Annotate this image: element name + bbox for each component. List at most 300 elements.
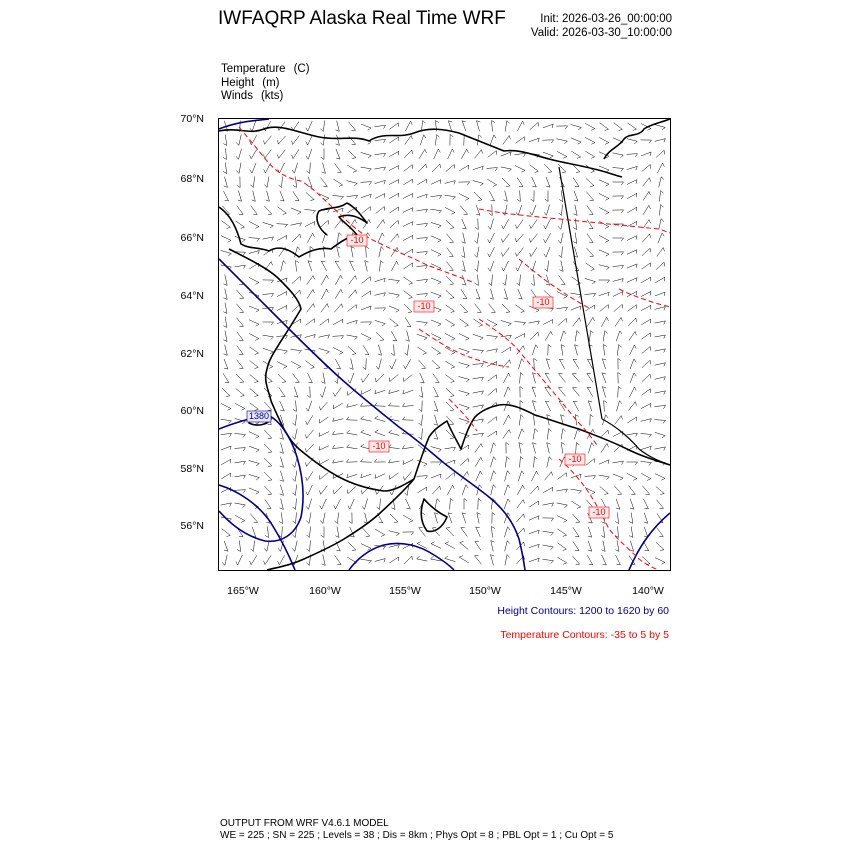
wind-barb [489,275,493,286]
wind-barb [389,531,400,536]
wind-barb [404,150,412,158]
wind-barb [321,261,326,271]
wind-barb [404,165,413,172]
wind-barb [320,417,329,423]
wind-barb [502,178,510,186]
wind-barb [459,363,470,369]
wind-barb [585,123,595,130]
wind-barb [403,532,414,535]
wind-barb [642,263,651,269]
wind-barb [641,403,651,408]
wind-barb [557,516,567,523]
wind-barb [473,181,484,186]
wind-barb [475,150,483,159]
wind-barb [403,445,414,449]
wind-barb [291,223,302,227]
wind-barb [461,289,467,298]
wind-barb [533,429,538,440]
wind-barb [559,374,566,383]
wind-barb [617,401,623,412]
wind-barb [557,529,566,537]
wind-barb [307,276,315,285]
wind-barb [306,513,311,524]
wind-barb [517,177,523,186]
wind-barb [573,318,581,327]
wind-barb [630,541,634,552]
wind-barb [445,556,456,562]
wind-barb [558,543,567,551]
wind-barb [473,405,484,409]
height-contour-6 [349,543,454,570]
wind-barb [277,349,288,354]
wind-barb [296,261,299,272]
wind-barb [277,224,288,228]
wind-barb [280,457,284,468]
wind-barb [545,472,553,481]
lon-label-155: 155°W [389,585,421,597]
wind-barb [406,331,410,342]
wind-barb [333,445,344,449]
wind-barb [629,332,637,341]
wind-barb [236,149,242,160]
wind-barb [657,528,664,537]
height-contour-4 [219,415,303,541]
wind-barb [501,320,512,326]
wind-barb [431,250,441,257]
wind-barb [491,527,495,538]
wind-barb [557,139,568,144]
wind-barb [658,233,664,243]
wind-barb [557,489,568,493]
wind-barb [585,305,594,311]
wind-barb [349,276,357,285]
wind-barb [642,360,651,367]
wind-barb [613,461,624,465]
wind-barb [656,542,664,550]
wind-barb [334,486,343,494]
map-panel [218,118,671,571]
wind-barb [417,487,426,493]
model-footer [220,818,613,842]
wind-barb [389,557,398,563]
wind-barb [445,460,455,464]
wind-barb [644,527,648,537]
wind-barb [657,500,664,509]
wind-barb [613,182,624,185]
wind-barb [277,235,287,240]
wind-barb [292,485,296,496]
wind-barb [641,319,650,325]
wind-barb [590,415,594,426]
wind-barb [506,443,509,454]
wind-barb [447,262,454,271]
wind-barb [265,527,269,538]
wind-barb [532,387,536,397]
wind-barb [642,248,651,255]
wind-barb [347,459,358,462]
wind-barb [642,389,651,396]
wind-barb [249,432,259,439]
wind-barb [335,275,342,285]
wind-barb [321,527,324,538]
wind-barb [366,247,369,258]
wind-barb [460,542,469,550]
wind-barb [293,374,300,383]
wind-barb [308,261,312,271]
wind-barb [587,387,593,396]
wind-barb [642,333,651,339]
wind-barb [281,261,286,272]
wind-barb [237,332,244,341]
wind-barb [280,471,284,482]
wind-barb [599,180,609,186]
wind-barb [492,513,495,524]
wind-barb [264,541,269,552]
wind-barb [389,390,400,394]
wind-barb [431,320,441,326]
wind-barb [306,485,313,495]
footer-line-1: OUTPUT FROM WRF V4.6.1 MODEL [220,818,389,829]
wind-barb [459,348,469,354]
wind-barb [347,417,358,421]
lat-label-60: 60°N [180,405,204,417]
wind-barb [417,224,428,227]
wind-barb [515,322,526,326]
wind-barb [417,279,428,283]
wind-barb [571,293,582,298]
wind-barb [236,221,245,229]
wind-barb [375,278,385,282]
wind-barb [320,473,329,480]
wind-barb [307,541,311,552]
wind-barb [462,485,468,495]
wind-barb [561,345,565,356]
wind-barb [417,556,428,561]
wind-barb [587,317,594,326]
wind-barb [334,499,341,509]
wind-barb [249,221,259,228]
wind-barb [627,264,637,268]
wind-barb [390,359,396,369]
wind-barb [264,430,271,439]
wind-barb [405,136,413,145]
wind-barb [292,163,298,173]
height-contour-3 [444,463,525,570]
wind-barb [375,308,386,311]
lat-label-64: 64°N [180,290,204,302]
wind-barb [533,443,537,454]
wind-barb [250,121,256,131]
wind-barb [502,275,506,286]
wind-barb [532,401,536,412]
wind-barb [445,195,456,200]
wind-barb [518,429,524,439]
wind-barb [417,321,428,325]
wind-barb [266,191,270,202]
wind-barb [335,527,339,538]
wind-barb [236,163,241,174]
wind-barb [462,219,466,229]
wind-barb [489,191,494,201]
wind-barb [531,275,534,286]
wind-barb [490,457,496,468]
wind-barb [446,220,454,228]
wind-barb [488,417,497,424]
wind-barb [460,206,467,215]
wind-barb [627,166,638,170]
wind-barb [319,348,330,354]
wind-barb [576,443,580,454]
wind-barb [250,149,257,159]
wind-barb [279,513,283,524]
wind-barb [237,346,244,355]
wind-barb [543,503,554,507]
wind-barb [614,486,621,495]
wind-barb [490,289,494,300]
wind-barb [459,165,468,171]
wind-barb [599,207,609,214]
wind-barb [487,168,498,171]
wind-barb [435,135,439,146]
wind-barb [488,247,495,257]
wind-barb [657,248,665,257]
wind-barb [585,278,596,284]
wind-barb [475,275,478,286]
wind-barb [518,359,524,370]
wind-barb [589,331,593,342]
wind-barb [629,527,633,538]
wind-barb [659,219,664,230]
wind-barb [573,401,578,411]
wind-barb [221,236,231,243]
wind-barb [618,373,621,384]
wind-barb [249,461,260,467]
wind-barb [306,121,312,131]
wind-barb [532,471,539,481]
wind-barb [221,446,231,450]
wind-barb [224,177,228,188]
wind-barb [599,235,609,242]
wind-barb [462,261,466,272]
wind-barb [375,153,386,157]
wind-barb [573,359,579,368]
wind-barb [361,322,372,325]
wind-barb [446,402,454,411]
wind-barb [520,387,523,398]
wind-barb [307,289,314,298]
wind-barb [250,403,259,411]
wind-barb [292,276,301,283]
wind-barb [473,350,484,354]
wind-barb [336,135,340,146]
wind-barb [378,345,382,356]
wind-barb [460,319,469,327]
wind-barb [572,514,579,523]
wind-barb [475,219,478,230]
wind-barb [573,177,579,186]
wind-barb [599,292,609,296]
wind-barb [491,541,495,552]
wind-barb [613,196,624,199]
wind-barb [306,527,310,538]
wind-barb [249,238,260,242]
wind-barb [347,430,358,435]
wind-barb [615,513,619,524]
wind-barb [585,293,596,297]
wind-barb [361,182,372,185]
wind-barb [546,359,550,369]
wind-barb [307,387,310,398]
wind-barb [627,180,637,185]
wind-barb [488,261,494,271]
wind-barb [249,306,259,312]
wind-barb [547,429,551,440]
wind-barb [277,362,287,369]
wind-barb [445,207,455,214]
wind-barb [347,195,358,199]
wind-barb [306,444,314,452]
wind-barb [642,486,649,495]
wind-barb [361,390,371,395]
wind-barb [263,222,274,228]
wind-barb [306,135,313,145]
wind-barb [445,333,455,340]
temp-contour-label: -10 [350,235,364,245]
wind-barb [585,476,596,479]
wind-barb [462,121,466,131]
wind-barb [574,205,578,216]
time-info [531,12,672,40]
wind-barb [505,457,509,468]
wind-barb [574,429,580,439]
wind-barb [292,149,299,158]
wind-barb [643,220,651,229]
wind-barb [306,319,315,326]
wind-barb [504,191,508,202]
wind-barb [417,266,428,269]
norton-sound [229,249,301,401]
wind-barb [601,317,608,327]
wind-barb [587,219,593,228]
wind-barb [533,373,537,384]
wind-barb [543,124,553,128]
wind-barb [557,557,566,564]
wind-barb [518,471,524,481]
wind-barb [347,444,358,449]
wind-barb [280,401,285,411]
wind-barb [504,289,508,300]
wind-barb [292,429,297,440]
wind-barb [530,247,537,256]
wind-barb [293,513,297,524]
wind-barb [586,178,594,186]
wind-barb [235,265,246,269]
wind-barb [613,265,624,269]
wind-barb [628,318,636,326]
wind-barb [502,248,510,257]
wind-barb [375,416,386,422]
wind-barb [473,433,484,437]
field-height: Height (m) [221,76,280,89]
wind-barb [558,219,563,230]
wind-barb [236,374,244,383]
wind-barb [377,499,381,510]
wind-barb [543,140,554,143]
temp-contour-label: -10 [372,441,386,451]
wind-barb [376,332,384,340]
wind-barb [403,403,414,406]
wind-barb [599,250,609,256]
wind-barb [560,261,564,272]
wind-barb [333,319,343,324]
wind-barb [404,359,411,369]
wind-barb [361,152,372,158]
wind-barb [223,331,227,342]
wind-barb [545,373,551,382]
wind-barb [574,191,578,201]
wind-barb [627,433,638,437]
wind-barb [446,388,454,396]
wind-barb [655,349,666,353]
wind-barb [264,472,272,480]
wind-barb [460,304,468,313]
wind-barb [365,261,369,272]
wind-barb [546,275,550,285]
wind-barb [604,401,607,412]
wind-barb [618,387,622,398]
wind-barb [602,359,606,369]
wind-barb [491,443,496,454]
wind-barb [520,373,524,384]
wind-barb [488,233,495,243]
wind-barb [613,168,624,172]
wind-barb [643,178,651,187]
wind-barb [603,345,607,356]
wind-barb [375,430,385,436]
wind-barb [630,499,634,509]
wind-barb [435,499,440,510]
temperature-legend: Temperature Contours: -35 to 5 by 5 [500,629,669,641]
wind-barb [419,149,426,158]
wind-barb [446,375,455,383]
wind-barb [306,430,314,438]
wind-barb [559,401,565,410]
wind-barb [320,513,325,524]
wind-barb [375,474,385,479]
wind-barb [487,179,496,186]
wind-barb [587,206,593,215]
wind-barb [573,527,579,536]
wind-barb [417,347,426,354]
wind-barb [235,475,246,479]
wind-barb [446,473,455,480]
wind-barb [263,322,274,325]
wind-barb [586,459,595,466]
wind-barb [614,304,623,311]
wind-barb [419,528,426,537]
height-contours [219,119,670,570]
wind-barb [277,291,287,296]
wind-barb [529,544,539,548]
wind-barb [655,125,666,130]
wind-barb [516,305,525,313]
wind-barb [474,233,479,244]
wind-barb [280,485,284,496]
wind-barb [627,193,637,198]
wind-barb [588,401,592,411]
wind-barb [291,361,301,368]
wind-barb [629,402,637,411]
